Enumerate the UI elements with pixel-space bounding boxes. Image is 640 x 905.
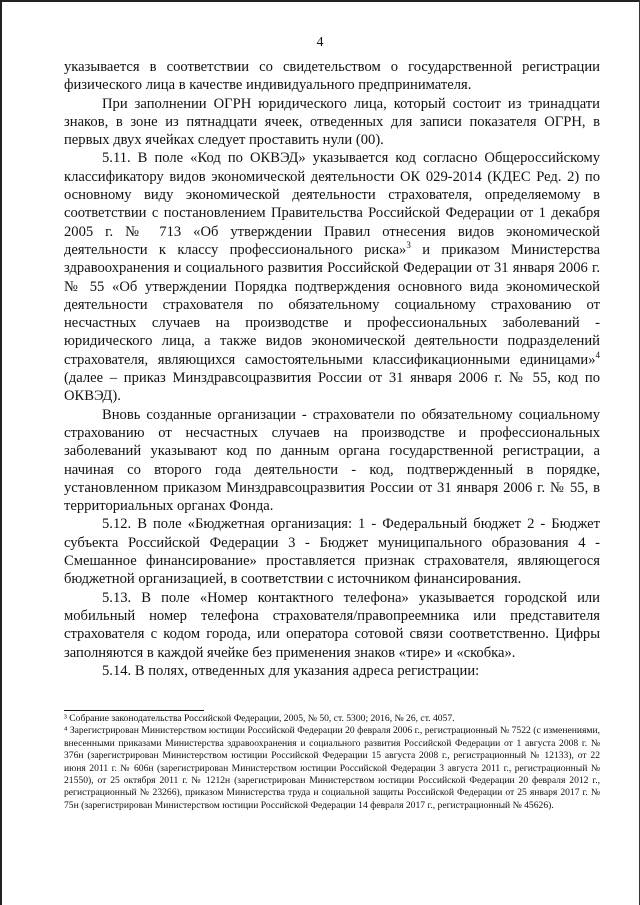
scan-border-top bbox=[0, 0, 640, 2]
paragraph-new-organizations: Вновь созданные организации - страхователи по обязательному социальному страхованию от несчастных случаев на производстве и профессиональных заболеваний указывают код по данным органа государственной регистрации, а начиная со второго года деятельности - код, подтвержденный в порядке, установленном приказом Минздравсоцразвития России от 31 января 2006 г. № 55, в территориальных органах Фонда. bbox=[64, 406, 600, 515]
page-number: 4 bbox=[316, 35, 324, 50]
paragraph-5-11-part-b: и приказом Министерства здравоохранения и социального развития Российской Федерации от 31 января 2006 г. № 55 «Об утверждении Порядка подтверждения основного вида экономической деятельности страхователя по обязательному социальному страхованию от несчастных случаев на производстве и профессиональных заболеваний - юридического лица, а также видов экономической деятельности подразделений страхователя, являющихся самостоятельными классификационными единицами» bbox=[64, 241, 600, 368]
footnote-4: ⁴ Зарегистрирован Министерством юстиции Российской Федерации 20 февраля 2006 г., регистрационный № 7522 (с изменениями, внесенными приказами Министерства здравоохранения и социального развития Российской Федерации от 1 августа 2008 г. № 376н (зарегистрирован Министерством юстиции Российской Федерации 15 августа 2008 г., регистрационный № 12133), от 22 июня 2011 г. № 606н (зарегистрирован Министерством юстиции Российской Федерации 3 августа 2011 г., регистрационный № 21550), от 25 октября 2011 г. № 1212н (зарегистрирован Министерством юстиции Российской Федерации 20 февраля 2012 г., регистрационный № 23266), приказом Министерства труда и социальной защиты Российской Федерации от 25 января 2017 г. № 75н (зарегистрирован Министерством юстиции Российской Федерации 14 февраля 2017 г., регистрационный № 45626). bbox=[64, 725, 600, 811]
footnote-3: ³ Собрание законодательства Российской Федерации, 2005, № 50, ст. 5300; 2016, № 26, ст. 4057. bbox=[64, 713, 455, 724]
footnote-separator bbox=[64, 710, 204, 711]
paragraph-5-11 bbox=[64, 149, 600, 405]
paragraph-5-11-part-c: (далее – приказ Минздравсоцразвития России от 31 января 2006 г. № 55, код по ОКВЭД). bbox=[64, 370, 600, 405]
document-body bbox=[64, 58, 600, 680]
paragraph-5-13: 5.13. В поле «Номер контактного телефона» указывается городской или мобильный номер телефона страхователя/правопреемника или представителя страхователя с кодом города, или оператора сотовой связи соответственно. Цифры заполняются в каждой ячейке без применения знаков «тире» и «скобка». bbox=[64, 589, 600, 661]
footnote-ref-3: 3 bbox=[406, 240, 411, 251]
paragraph-continuation: указывается в соответствии со свидетельством о государственной регистрации физического лица в качестве индивидуального предпринимателя. bbox=[64, 59, 600, 94]
paragraph-5-14: 5.14. В полях, отведенных для указания адреса регистрации: bbox=[102, 662, 480, 679]
paragraph-ogrn-zeros: При заполнении ОГРН юридического лица, который состоит из тринадцати знаков, в зоне из пятнадцати ячеек, отведенных для записи показателя ОГРН, в первых двух ячейках следует проставить нули (00). bbox=[64, 95, 600, 149]
footnote-ref-4: 4 bbox=[595, 349, 600, 360]
footnotes bbox=[64, 713, 600, 812]
paragraph-5-11-part-a: 5.11. В поле «Код по ОКВЭД» указывается код согласно Общероссийскому классификатору видов экономической деятельности ОК 029-2014 (КДЕС Ред. 2) по основному виду экономической деятельности страхователя, определяемому в соответствии с постановлением Правительства Российской Федерации от 1 декабря 2005 г. № 713 «Об утверждении Правил отнесения видов экономической деятельности к классу профессионального риска» bbox=[64, 150, 600, 258]
scan-border-left bbox=[0, 0, 2, 905]
paragraph-5-12: 5.12. В поле «Бюджетная организация: 1 - Федеральный бюджет 2 - Бюджет субъекта Российской Федерации 3 - Бюджет муниципального образования 4 - Смешанное финансирование» проставляется признак страхователя, являющегося бюджетной организацией, в соответствии с источником финансирования. bbox=[64, 516, 600, 588]
